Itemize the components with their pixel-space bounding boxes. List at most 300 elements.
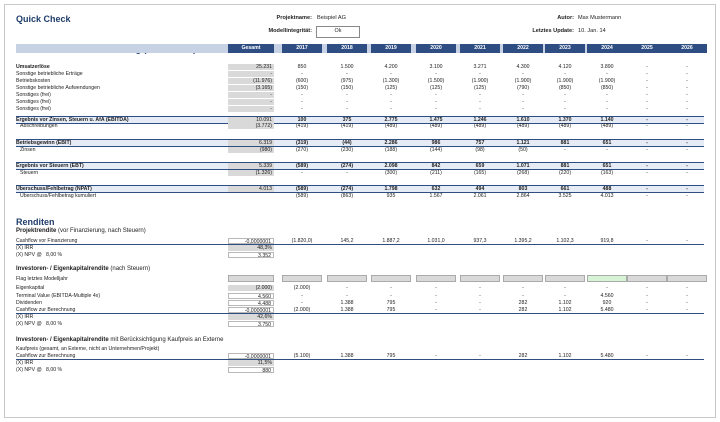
investoren2-cashflow-row-cell: - <box>646 353 648 359</box>
guv-cell: - <box>390 71 392 77</box>
guv-cell: (165) <box>473 170 487 176</box>
guv-cell: (419) <box>295 123 309 129</box>
guv-cell: (489) <box>516 123 530 129</box>
guv-row-total: (3.772) <box>228 123 274 129</box>
investoren2-cashflow-row-cell: - <box>435 353 437 359</box>
guv-cell: (589) <box>295 193 309 199</box>
projektrendite-subtitle: (vor Finanzierung, nach Steuern) <box>58 228 146 234</box>
guv-cell: - <box>564 106 566 112</box>
projektrendite-title-text: Projektrendite <box>16 228 57 234</box>
guv-cell: (188) <box>384 147 398 153</box>
guv-cell: 986 <box>431 140 441 146</box>
guv-row <box>16 170 704 176</box>
guv-cell: 651 <box>602 140 612 146</box>
guv-cell: - <box>646 140 648 146</box>
guv-cell: - <box>686 106 688 112</box>
header-year: 2025 <box>627 44 667 53</box>
guv-cell: 1.610 <box>516 117 530 123</box>
guv-cell: 2.775 <box>384 117 398 123</box>
projekt-npv-row <box>16 252 704 258</box>
guv-cell: 1.121 <box>516 140 530 146</box>
guv-cell: (419) <box>340 123 354 129</box>
guv-cell: 1.370 <box>558 117 572 123</box>
guv-cell: - <box>390 106 392 112</box>
guv-row-label: Überschuss/Fehlbetrag kumuliert <box>20 193 97 199</box>
flag-cell <box>667 275 707 282</box>
guv-cell: 1.246 <box>473 117 487 123</box>
header-year: 2022 <box>503 44 543 53</box>
terminal-value-row-cell: - <box>686 293 688 299</box>
dividenden-row-cell: - <box>686 300 688 306</box>
guv-cell: (790) <box>516 85 530 91</box>
guv-cell: 100 <box>297 117 307 123</box>
guv-cell: - <box>522 71 524 77</box>
guv-row-label: Betriebskosten <box>16 78 51 84</box>
guv-row <box>16 162 704 170</box>
kaufpreis-label: Kaufpreis (gesamt, an Externe, nicht an Unternehmen/Projekt) <box>16 346 160 352</box>
guv-row-total: 6.319 <box>228 140 274 146</box>
guv-row-label: Sonstiges (frei) <box>16 106 51 112</box>
investoren-cashflow-row-total: -0,0000001 <box>228 307 274 313</box>
terminal-value-row-cell: - <box>301 293 303 299</box>
header-year: 2017 <box>282 44 322 53</box>
guv-cell: - <box>301 92 303 98</box>
investoren-npv-row-label: (X) NPV @ <box>16 321 42 327</box>
guv-cell: (125) <box>473 85 487 91</box>
guv-cell: - <box>435 106 437 112</box>
guv-cell: (975) <box>340 78 354 84</box>
guv-cell: - <box>564 71 566 77</box>
dividenden-row-cell: - <box>435 300 437 306</box>
guv-row-label: Zinsen <box>20 147 36 153</box>
guv-row-total: (3.165) <box>228 85 274 91</box>
investoren-npv-row-value: 3.750 <box>228 321 274 327</box>
terminal-value-row-cell: - <box>564 293 566 299</box>
guv-cell: - <box>686 117 688 123</box>
projektrendite-title <box>16 228 146 234</box>
guv-cell: 4.120 <box>558 64 572 70</box>
guv-cell: - <box>686 64 688 70</box>
guv-cell: - <box>479 92 481 98</box>
projekt-cashflow-row <box>16 238 704 245</box>
investoren-irr-row-label: (X) IRR <box>16 314 34 320</box>
guv-cell: 632 <box>431 186 441 192</box>
update-value[interactable]: 10. Jan. 14 <box>578 28 606 34</box>
dividenden-row-cell: 1.388 <box>340 300 354 306</box>
guv-row-label: Ergebnis vor Steuern (EBT) <box>16 163 84 169</box>
guv-row <box>16 193 704 199</box>
ek-row-cell: (2.000) <box>293 285 311 291</box>
guv-cell: (850) <box>558 85 572 91</box>
ek-row-cell: - <box>346 285 348 291</box>
flag-cell <box>371 275 411 282</box>
projekt-cashflow-row-cell: - <box>686 238 688 244</box>
terminal-value-row-total: 4.560 <box>228 293 274 299</box>
investoren-cashflow-row-cell: - <box>479 307 481 313</box>
projekt-cashflow-row-cell: 1.395,2 <box>514 238 532 244</box>
guv-cell: (50) <box>518 147 528 153</box>
header-year: 2018 <box>327 44 367 53</box>
investoren-cashflow-row-cell: 1.388 <box>340 307 354 313</box>
terminal-value-row <box>16 293 704 299</box>
guv-cell: - <box>435 99 437 105</box>
ek-row-cell: - <box>564 285 566 291</box>
terminal-value-row-cell: 4.560 <box>600 293 614 299</box>
guv-cell: 659 <box>475 163 485 169</box>
guv-cell: 3.271 <box>473 64 487 70</box>
flag-cell <box>282 275 322 282</box>
page-title: Quick Check <box>16 14 71 24</box>
terminal-value-row-cell: - <box>390 293 392 299</box>
ek-row-cell: - <box>435 285 437 291</box>
investoren2-cashflow-row-cell: - <box>479 353 481 359</box>
guv-row-total: - <box>228 99 274 105</box>
guv-cell: - <box>390 99 392 105</box>
projekt-cashflow-row-cell: - <box>646 238 648 244</box>
guv-cell: (1.900) <box>514 78 532 84</box>
guv-cell: 494 <box>475 186 485 192</box>
guv-cell: 757 <box>475 140 485 146</box>
guv-cell: (163) <box>600 170 614 176</box>
guv-cell: (44) <box>342 140 352 146</box>
guv-cell: - <box>346 71 348 77</box>
guv-cell: - <box>301 170 303 176</box>
guv-cell: (98) <box>475 147 485 153</box>
investoren-cashflow-row-cell: (2.000) <box>293 307 311 313</box>
guv-cell: (589) <box>295 163 309 169</box>
dividenden-row-total: 4.488 <box>228 300 274 306</box>
guv-cell: (1.900) <box>556 78 574 84</box>
guv-cell: - <box>479 106 481 112</box>
guv-cell: (489) <box>558 123 572 129</box>
guv-cell: 3.100 <box>429 64 443 70</box>
guv-cell: - <box>686 78 688 84</box>
projekt-irr-row <box>16 245 704 251</box>
ek-row-cell: - <box>522 285 524 291</box>
investoren2-cashflow-row-cell: 1.102 <box>558 353 572 359</box>
guv-cell: - <box>301 71 303 77</box>
guv-row-total: - <box>228 71 274 77</box>
investoren2-cashflow-row-cell: 5.480 <box>600 353 614 359</box>
guv-cell: (150) <box>340 85 354 91</box>
dividenden-row-label: Dividenden <box>16 300 42 306</box>
guv-cell: (230) <box>340 147 354 153</box>
investoren-npv-row-rate[interactable]: 8,00 % <box>46 321 63 327</box>
guv-row-label: Ergebnis vor Zinsen, Steuern u. AfA (EBITDA) <box>16 117 129 123</box>
guv-cell: (863) <box>340 193 354 199</box>
guv-cell: - <box>564 147 566 153</box>
dividenden-row-cell: - <box>646 300 648 306</box>
header-year: 2020 <box>416 44 456 53</box>
guv-cell: - <box>646 147 648 153</box>
guv-cell: 3.525 <box>558 193 572 199</box>
investoren2-cashflow-row <box>16 353 704 360</box>
guv-cell: - <box>646 117 648 123</box>
guv-cell: (144) <box>429 147 443 153</box>
dividenden-row <box>16 300 704 306</box>
guv-row-total: - <box>228 106 274 112</box>
projekt-cashflow-row-cell: (1.820,0) <box>291 238 313 244</box>
projekt-cashflow-row-cell: 919,8 <box>600 238 614 244</box>
guv-cell: - <box>686 92 688 98</box>
guv-cell: (319) <box>295 140 309 146</box>
flag-cell <box>460 275 500 282</box>
guv-cell: - <box>301 99 303 105</box>
investoren2-title-text: Investoren- / Eigenkapitalrendite <box>16 337 109 343</box>
guv-cell: 2.286 <box>384 140 398 146</box>
guv-cell: 881 <box>560 163 570 169</box>
investoren2-title <box>16 337 223 343</box>
guv-cell: - <box>346 106 348 112</box>
flag-row <box>16 276 704 282</box>
investoren-subtitle: (nach Steuern) <box>110 266 151 272</box>
guv-cell: - <box>646 186 648 192</box>
guv-cell: - <box>346 170 348 176</box>
projekt-irr-row-total: 48,3% <box>228 245 274 251</box>
projekt-cashflow-row-cell: 145,2 <box>340 238 354 244</box>
flag-cell <box>503 275 543 282</box>
guv-cell: - <box>606 71 608 77</box>
terminal-value-row-cell: - <box>346 293 348 299</box>
guv-cell: (270) <box>295 147 309 153</box>
guv-cell: - <box>686 170 688 176</box>
projekt-cashflow-row-cell: 1.031,0 <box>427 238 445 244</box>
guv-cell: (1.900) <box>598 78 616 84</box>
guv-cell: (1.500) <box>427 78 445 84</box>
investoren-cashflow-row-cell: 1.102 <box>558 307 572 313</box>
guv-cell: 3.890 <box>600 64 614 70</box>
dividenden-row-cell: - <box>301 300 303 306</box>
guv-cell: 488 <box>602 186 612 192</box>
terminal-value-row-label: Terminal Value (EBITDA-Multiple 4x) <box>16 293 101 299</box>
flag-cell <box>416 275 456 282</box>
projekt-cashflow-row-total: -0,0000001 <box>228 238 274 244</box>
guv-cell: - <box>479 99 481 105</box>
guv-cell: (211) <box>430 170 442 176</box>
guv-cell: - <box>686 71 688 77</box>
guv-row <box>16 123 704 129</box>
investoren2-irr-row-total: 11,5% <box>228 360 274 366</box>
guv-cell: - <box>606 92 608 98</box>
guv-cell: - <box>564 99 566 105</box>
guv-cell: - <box>346 99 348 105</box>
investoren-cashflow-row <box>16 307 704 314</box>
ek-row-cell: - <box>479 285 481 291</box>
guv-cell: (489) <box>473 123 487 129</box>
dividenden-row-cell: 1.102 <box>558 300 572 306</box>
guv-row-label: Steuern <box>20 170 39 176</box>
guv-cell: - <box>435 92 437 98</box>
investoren-cashflow-row-cell: - <box>686 307 688 313</box>
guv-cell: 2.061 <box>473 193 487 199</box>
guv-cell: - <box>606 106 608 112</box>
guv-row-label: Sonstige betriebliche Aufwendungen <box>16 85 100 91</box>
guv-row-total: (1.326) <box>228 170 274 176</box>
dividenden-row-cell: 282 <box>518 300 528 306</box>
guv-cell: - <box>686 147 688 153</box>
guv-cell: (268) <box>516 170 530 176</box>
guv-cell: - <box>435 71 437 77</box>
ek-row-cell: - <box>686 285 688 291</box>
guv-cell: (300) <box>384 170 398 176</box>
guv-cell: - <box>686 140 688 146</box>
guv-row <box>16 139 704 147</box>
guv-cell: - <box>646 123 648 129</box>
ek-row-cell: - <box>646 285 648 291</box>
flag-cell <box>587 275 627 282</box>
guv-row-total: (11.976) <box>228 78 274 84</box>
projekt-cashflow-row-cell: 1.887,2 <box>382 238 400 244</box>
guv-cell: 881 <box>560 140 570 146</box>
guv-cell: 661 <box>560 186 570 192</box>
guv-cell: - <box>522 106 524 112</box>
renditen-section-title: Renditen <box>16 217 55 227</box>
investoren-cashflow-row-cell: - <box>646 307 648 313</box>
guv-cell: 375 <box>342 117 352 123</box>
guv-row-label: Sonstige betriebliche Erträge <box>16 71 83 77</box>
investoren2-cashflow-row-label: Cashflow zur Berechnung <box>16 353 76 359</box>
guv-cell: - <box>646 92 648 98</box>
guv-row <box>16 85 704 91</box>
guv-cell: - <box>646 85 648 91</box>
terminal-value-row-cell: - <box>435 293 437 299</box>
guv-cell: - <box>686 85 688 91</box>
guv-cell: - <box>686 193 688 199</box>
ek-row-total[interactable]: (2.000) <box>228 285 274 291</box>
guv-cell: (274) <box>340 163 354 169</box>
guv-cell: 850 <box>297 64 307 70</box>
guv-cell: - <box>646 106 648 112</box>
guv-row-total: 10.091 <box>228 117 274 123</box>
investoren2-subtitle: mit Berücksichtigung Kaufpreis an Externe <box>110 337 224 343</box>
guv-cell: 2.864 <box>516 193 530 199</box>
guv-cell: - <box>346 92 348 98</box>
guv-cell: 1.500 <box>340 64 354 70</box>
investoren2-irr-row-label: (X) IRR <box>16 360 34 366</box>
guv-row <box>16 147 704 153</box>
guv-row-total: 25.231 <box>228 64 274 70</box>
guv-cell: 1.475 <box>429 117 443 123</box>
projekt-npv-row-label: (X) NPV @ <box>16 252 42 258</box>
guv-cell: (489) <box>600 123 614 129</box>
guv-cell: - <box>646 170 648 176</box>
projektname-value[interactable]: Beispiel AG <box>317 15 346 21</box>
guv-cell: (489) <box>384 123 398 129</box>
guv-cell: (150) <box>295 85 309 91</box>
header-year: 2019 <box>371 44 411 53</box>
investoren-irr-row-total: 42,6% <box>228 314 274 320</box>
ek-row-cell: - <box>606 285 608 291</box>
investoren2-cashflow-row-cell: 1.388 <box>340 353 354 359</box>
guv-cell: - <box>646 193 648 199</box>
projektname-label: Projektname: <box>276 15 312 21</box>
investoren2-npv-row-value: 880 <box>228 367 274 373</box>
projekt-cashflow-row-cell: 1.102,3 <box>556 238 574 244</box>
guv-row-total: 4.013 <box>228 186 274 192</box>
guv-cell: - <box>564 92 566 98</box>
guv-cell: 842 <box>431 163 441 169</box>
projekt-irr-row-label: (X) IRR <box>16 245 34 251</box>
dividenden-row-cell: - <box>479 300 481 306</box>
guv-cell: (589) <box>295 186 309 192</box>
guv-row-label: Überschuss/Fehlbetrag (NPAT) <box>16 186 92 192</box>
guv-cell: (489) <box>429 123 443 129</box>
projekt-npv-row-value: 3.352 <box>228 252 274 258</box>
guv-cell: 4.300 <box>516 64 530 70</box>
guv-cell: 803 <box>518 186 528 192</box>
header-gesamt: Gesamt <box>228 44 274 53</box>
guv-cell: - <box>686 163 688 169</box>
guv-row-label: Sonstiges (frei) <box>16 99 51 105</box>
investoren-cashflow-row-cell: 282 <box>518 307 528 313</box>
guv-row-total: 5.339 <box>228 163 274 169</box>
flag-cell-total <box>228 275 274 282</box>
guv-cell: 1.567 <box>429 193 443 199</box>
guv-row <box>16 78 704 84</box>
guv-row <box>16 64 704 70</box>
investoren2-npv-row <box>16 367 704 373</box>
guv-row <box>16 92 704 98</box>
autor-value[interactable]: Max Mustermann <box>578 15 622 21</box>
investoren2-npv-row-label: (X) NPV @ <box>16 367 42 373</box>
guv-cell: - <box>686 123 688 129</box>
projekt-cashflow-row-cell: 937,3 <box>473 238 487 244</box>
guv-cell: 2.098 <box>384 163 398 169</box>
flag-cell <box>545 275 585 282</box>
investoren2-irr-row <box>16 360 704 366</box>
investoren2-npv-row-rate[interactable]: 8,00 % <box>46 367 63 373</box>
guv-cell: 935 <box>386 193 396 199</box>
investoren2-cashflow-row-total: -0,0000001 <box>228 353 274 359</box>
terminal-value-row-cell: - <box>522 293 524 299</box>
guv-row <box>16 71 704 77</box>
guv-row <box>16 185 704 193</box>
guv-cell: - <box>646 163 648 169</box>
guv-cell: (125) <box>429 85 443 91</box>
guv-cell: 1.071 <box>516 163 530 169</box>
guv-row <box>16 106 704 112</box>
projekt-cashflow-row-label: Cashflow vor Finanzierung <box>16 238 78 244</box>
header-year: 2026 <box>667 44 707 53</box>
dividenden-row-cell: 795 <box>386 300 396 306</box>
guv-row <box>16 99 704 105</box>
investoren2-cashflow-row-cell: 795 <box>386 353 396 359</box>
projekt-npv-row-rate[interactable]: 8,00 % <box>46 252 63 258</box>
autor-label: Autor: <box>557 15 574 21</box>
header-year: 2021 <box>460 44 500 53</box>
guv-row-label: Betriebsgewinn (EBIT) <box>16 140 72 146</box>
guv-row-label: Abschreibungen <box>20 123 58 129</box>
guv-row-total: (980) <box>228 147 274 153</box>
flag-label: Flag letztes Modelljahr <box>16 276 68 282</box>
investoren2-cashflow-row-cell: 282 <box>518 353 528 359</box>
flag-cell <box>327 275 367 282</box>
guv-row-label: Umsatzerlöse <box>16 64 50 70</box>
investoren-irr-row <box>16 314 704 320</box>
guv-cell: (600) <box>295 78 309 84</box>
investoren-title-text: Investoren- / Eigenkapitalrendite <box>16 266 109 272</box>
guv-cell: (1.900) <box>471 78 489 84</box>
guv-cell: - <box>301 106 303 112</box>
guv-cell: - <box>646 71 648 77</box>
guv-cell: (850) <box>600 85 614 91</box>
investoren2-cashflow-row-cell: (5.100) <box>293 353 311 359</box>
update-label: Letztes Update: <box>532 28 574 34</box>
modellintegritaet-status: Ok <box>316 26 360 38</box>
guv-cell: 4.013 <box>600 193 614 199</box>
guv-row-label: Sonstiges (frei) <box>16 92 51 98</box>
investoren2-cashflow-row-cell: - <box>686 353 688 359</box>
